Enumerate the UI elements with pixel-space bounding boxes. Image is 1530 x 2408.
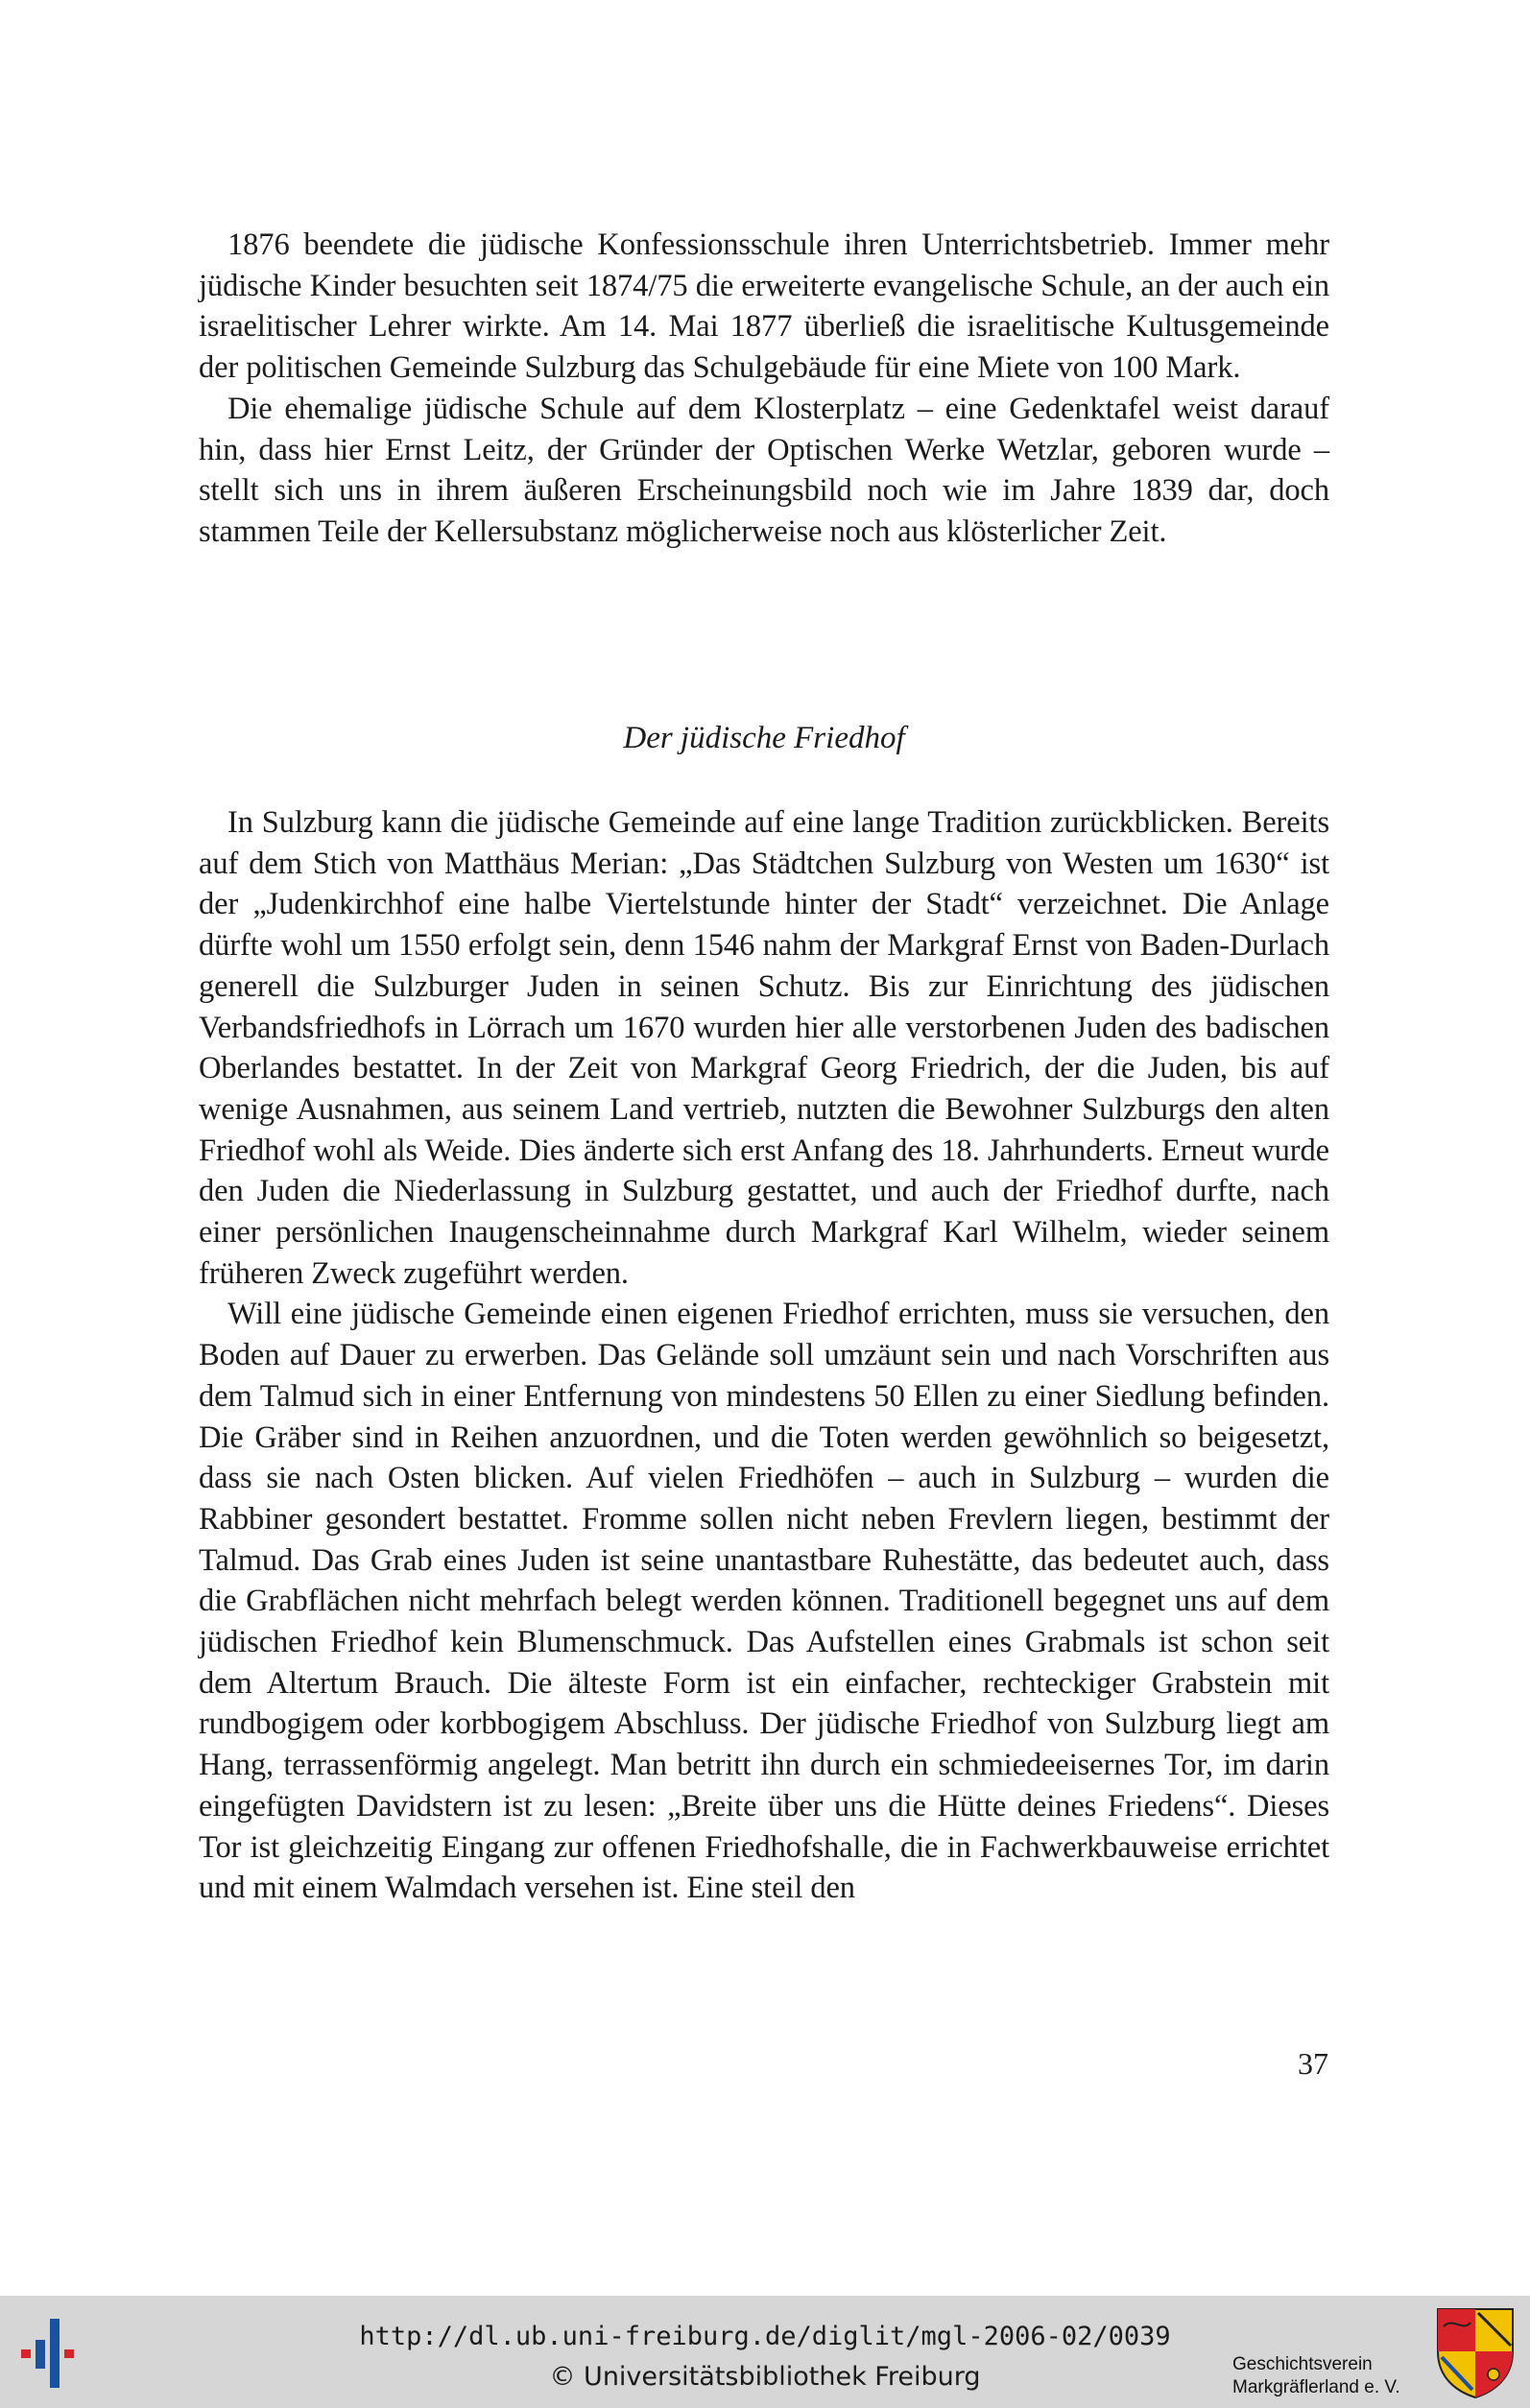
society-name-line2: Markgräflerland e. V. bbox=[1232, 2377, 1400, 2397]
paragraph: In Sulzburg kann die jüdische Gemeinde auf eine lange Tradition zurückblicken. Bereits auf dem Stich von Matthäus Merian: „Das Städtchen Sulzburg von Westen um 1630“ ist der „Judenkirchhof eine halbe Viertelstunde hinter der Stadt“ verzeichnet. Die Anlage dürfte wohl um 1550 erfolgt sein, denn 1546 nahm der Markgraf Ernst von Baden-Durlach generell die Sulzburger Juden in seinen Schutz. Bis zur Einrichtung des jüdischen Verbandsfriedhofs in Lörrach um 1670 wurden hier alle verstorbenen Juden des badischen Oberlandes bestattet. In der Zeit von Markgraf Georg Friedrich, der die Juden, bis auf wenige Ausnahmen, aus seinem Land vertrieb, nutzten die Bewohner Sulzburgs den alten Friedhof wohl als Weide. Dies änderte sich erst Anfang des 18. Jahrhunderts. Erneut wurde den Juden die Niederlassung in Sulzburg gestattet, und auch der Friedhof durfte, nach einer persönlichen Inaugenscheinnahme durch Markgraf Karl Wilhelm, wieder seinem früheren Zweck zugeführt werden. bbox=[199, 805, 1329, 1291]
society-name bbox=[1232, 2353, 1424, 2399]
text-section-school bbox=[199, 225, 1329, 553]
page-number: 37 bbox=[1298, 2046, 1328, 2081]
paragraph: 1876 beendete die jüdische Konfessionsschule ihren Unterrichtsbetrieb. Immer mehr jüdische Kinder besuchten seit 1874/75 die erweiterte evangelische Schule, an der auch ein israelitischer Lehrer wirkte. Am 14. Mai 1877 überließ die israelitische Kultusgemeinde der politischen Gemeinde Sulzburg das Schulgebäude für eine Miete von 100 Mark. bbox=[199, 227, 1329, 386]
section-heading: Der jüdische Friedhof bbox=[623, 721, 905, 755]
footer-url-link[interactable]: http://dl.ub.uni-freiburg.de/diglit/mgl-2006-02/0039 bbox=[359, 2322, 1171, 2351]
paragraph: Die ehemalige jüdische Schule auf dem Klosterplatz – eine Gedenktafel weist darauf hin, dass hier Ernst Leitz, der Gründer der Optischen Werke Wetzlar, geboren wurde – stellt sich uns in ihrem äußeren Erscheinungsbild noch wie im Jahre 1839 dar, doch stammen Teile der Kellersubstanz möglicherweise noch aus klösterlicher Zeit. bbox=[199, 391, 1329, 549]
text-section-cemetery bbox=[199, 802, 1329, 1909]
society-name-line1: Geschichtsverein bbox=[1232, 2354, 1373, 2374]
paragraph: Will eine jüdische Gemeinde einen eigenen Friedhof errichten, muss sie versuchen, den Boden auf Dauer zu erwerben. Das Gelände soll umzäunt sein und nach Vorschriften aus dem Talmud sich in einer Entfernung von mindestens 50 Ellen zu einer Siedlung befinden. Die Gräber sind in Reihen anzuordnen, und die Toten werden gewöhnlich so beigesetzt, dass sie nach Osten blicken. Auf vielen Friedhöfen – auch in Sulzburg – wurden die Rabbiner gesondert bestattet. Fromme sollen nicht neben Frevlern liegen, bestimmt der Talmud. Das Grab eines Juden ist seine unantastbare Ruhestätte, das bedeutet auch, dass die Grabflächen nicht mehrfach belegt werden können. Traditionell begegnet uns auf dem jüdischen Friedhof kein Blumenschmuck. Das Aufstellen eines Grabmals ist schon seit dem Altertum Brauch. Die älteste Form ist ein einfacher, rechteckiger Grabstein mit rundbogigem oder korbbogigem Abschluss. Der jüdische Friedhof von Sulzburg liegt am Hang, terrassenförmig angelegt. Man betritt ihn durch ein schmiedeeisernes Tor, im darin eingefügten Davidstern ist zu lesen: „Breite über uns die Hütte deines Friedens“. Dieses Tor ist gleichzeitig Eingang zur offenen Friedhofshalle, die in Fachwerkbauweise errichtet und mit einem Walmdach versehen ist. Eine steil den bbox=[199, 1297, 1329, 1906]
coat-of-arms-icon bbox=[1436, 2307, 1515, 2399]
footer-bar bbox=[0, 2296, 1530, 2408]
footer-copyright: © Universitätsbibliothek Freiburg bbox=[549, 2362, 981, 2392]
